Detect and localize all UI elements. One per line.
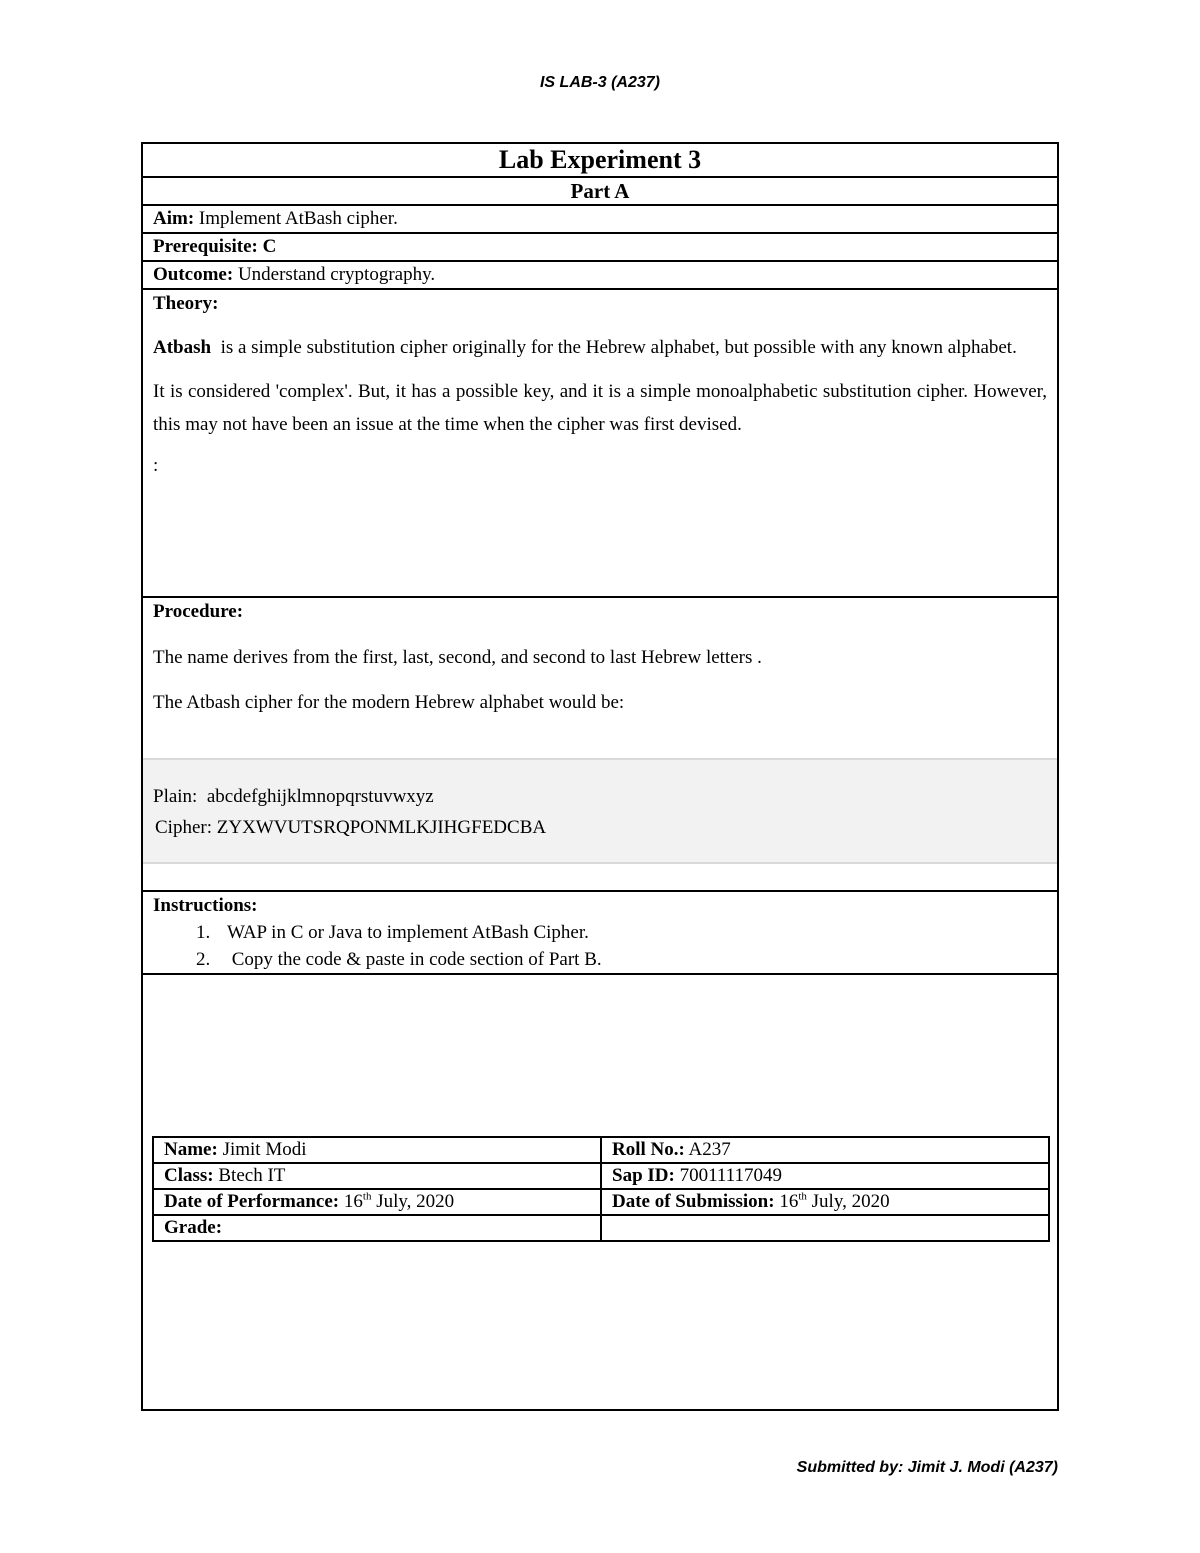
grade-cell	[153, 1215, 601, 1241]
student-info-table	[152, 1136, 1050, 1242]
grade-value-cell	[601, 1215, 1049, 1241]
table-row	[153, 1189, 1049, 1215]
performance-date-day: 16	[343, 1191, 363, 1212]
outcome-row	[143, 260, 1057, 288]
table-row	[153, 1137, 1049, 1163]
roll-value: A237	[688, 1139, 731, 1160]
instructions-label: Instructions:	[153, 895, 258, 916]
theory-paragraph-1-text: is a simple substitution cipher originally for the Hebrew alphabet, but possible with any known alphabet.	[211, 337, 1017, 358]
submission-date-cell	[601, 1189, 1049, 1215]
outcome-label: Outcome:	[153, 264, 234, 285]
roll-cell	[601, 1137, 1049, 1163]
procedure-section	[143, 596, 1057, 891]
sap-cell	[601, 1163, 1049, 1189]
submission-date-suffix: th	[798, 1190, 807, 1203]
aim-value: Implement AtBash cipher.	[198, 208, 398, 229]
theory-paragraph-1	[153, 331, 1047, 364]
part-heading: Part A	[143, 176, 1057, 204]
class-value: Btech IT	[218, 1165, 286, 1186]
page-footer: Submitted by: Jimit J. Modi (A237)	[796, 1459, 1058, 1476]
name-value: Jimit Modi	[222, 1139, 307, 1160]
submission-date-label: Date of Submission:	[612, 1191, 775, 1212]
prerequisite-row	[143, 232, 1057, 260]
theory-paragraph-2: It is considered 'complex'. But, it has a possible key, and it is a simple monoalphabetic substitution cipher. However, this may not have been an issue at the time when the cipher was first devised.	[153, 381, 1047, 435]
page-title: Lab Experiment 3	[498, 145, 702, 174]
performance-date-rest: July, 2020	[371, 1191, 455, 1212]
theory-section	[143, 288, 1057, 597]
cipher-alphabet: Cipher: ZYXWVUTSRQPONMLKJIHGFEDCBA	[155, 817, 547, 838]
procedure-paragraph-1: The name derives from the first, last, second, and second to last Hebrew letters .	[153, 647, 762, 668]
theory-paragraph-3: :	[153, 455, 159, 476]
outcome-value: Understand cryptography.	[237, 264, 436, 285]
table-row	[153, 1215, 1049, 1241]
roll-label: Roll No.:	[612, 1139, 685, 1160]
submission-date-day: 16	[779, 1191, 799, 1212]
submission-date-rest: July, 2020	[806, 1191, 890, 1212]
sap-label: Sap ID:	[612, 1165, 675, 1186]
grade-label: Grade:	[164, 1217, 223, 1238]
performance-date-suffix: th	[362, 1190, 372, 1203]
instruction-item: 1. WAP in C or Java to implement AtBash Cipher.	[215, 919, 1057, 946]
lab-sheet	[141, 142, 1059, 1411]
instructions-list	[143, 919, 1057, 973]
plain-alphabet: Plain: abcdefghijklmnopqrstuvwxyz	[153, 786, 434, 807]
table-row	[153, 1163, 1049, 1189]
class-cell	[153, 1163, 601, 1189]
theory-label: Theory:	[153, 293, 219, 314]
section-divider	[143, 973, 1057, 975]
name-label: Name:	[164, 1139, 218, 1160]
instructions-section	[143, 890, 1057, 973]
prerequisite-value: C	[262, 236, 277, 257]
class-label: Class:	[164, 1165, 214, 1186]
page-header: IS LAB-3 (A237)	[539, 74, 661, 91]
instruction-item: 2. Copy the code & paste in code section of Part B.	[215, 946, 1057, 973]
atbash-term: Atbash	[153, 337, 212, 358]
procedure-label: Procedure:	[153, 601, 244, 622]
sap-value: 70011117049	[679, 1165, 782, 1186]
performance-date-label: Date of Performance:	[164, 1191, 340, 1212]
name-cell	[153, 1137, 601, 1163]
performance-date-cell	[153, 1189, 601, 1215]
procedure-paragraph-2: The Atbash cipher for the modern Hebrew alphabet would be:	[153, 692, 625, 713]
aim-label: Aim:	[153, 208, 195, 229]
cipher-example-box	[143, 758, 1057, 864]
prerequisite-label: Prerequisite:	[153, 236, 258, 257]
aim-row	[143, 204, 1057, 232]
